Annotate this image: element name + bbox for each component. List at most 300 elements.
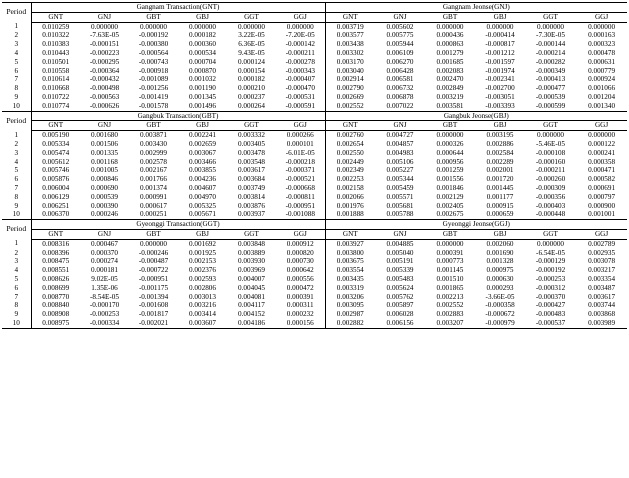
value-cell: -0.000564 <box>138 48 169 57</box>
value-cell: 0.003581 <box>425 102 475 111</box>
value-cell: 0.000000 <box>189 22 216 31</box>
value-cell: 0.003078 <box>588 257 616 266</box>
right-block-title: Gyeonggi Jeonse(GGJ) <box>325 220 627 230</box>
value-cell: -0.001608 <box>138 301 169 310</box>
value-cell: -5.46E-05 <box>536 139 565 148</box>
table-row <box>2 239 627 248</box>
value-cell: 0.000000 <box>486 22 514 31</box>
value-cell: -0.001597 <box>485 57 515 66</box>
value-cell: 0.000274 <box>91 257 118 266</box>
column-header: GBJ <box>475 229 525 239</box>
value-cell: 0.001005 <box>91 166 118 175</box>
value-cell: -0.000407 <box>285 75 315 84</box>
value-cell: 0.003930 <box>238 257 265 266</box>
period-cell: 10 <box>2 102 31 111</box>
column-header: GBJ <box>178 229 227 239</box>
value-cell: -0.000218 <box>285 157 315 166</box>
column-header: GGJ <box>276 121 325 131</box>
value-cell: 0.003332 <box>238 131 265 140</box>
column-header: GGJ <box>576 229 627 239</box>
value-cell: 0.000539 <box>91 192 118 201</box>
value-cell: 0.002675 <box>425 210 475 219</box>
value-cell: -0.000358 <box>485 301 515 310</box>
value-cell: 0.008551 <box>42 266 70 275</box>
value-cell: -0.000979 <box>475 319 525 328</box>
value-cell: 0.000630 <box>486 274 514 283</box>
value-cell: 0.000000 <box>286 22 314 31</box>
value-cell: 0.001506 <box>91 139 118 148</box>
column-header: GBT <box>129 121 178 131</box>
value-cell: 0.001001 <box>576 210 627 219</box>
value-cell: 0.001976 <box>325 202 375 211</box>
value-cell: 0.002886 <box>486 139 514 148</box>
value-cell: 0.000556 <box>286 274 314 283</box>
table-row <box>2 22 627 31</box>
value-cell: 0.000358 <box>588 157 616 166</box>
value-cell: 0.000797 <box>588 192 616 201</box>
left-block-title: Gangnam Transaction(GNT) <box>31 3 325 13</box>
period-cell: 4 <box>2 49 31 58</box>
value-cell: 0.002349 <box>325 166 375 175</box>
value-cell: -3.66E-05 <box>485 292 515 301</box>
value-cell: 0.003207 <box>425 319 475 328</box>
value-cell: 0.001177 <box>486 192 514 201</box>
value-cell: -0.000668 <box>285 183 315 192</box>
value-cell: 0.000900 <box>588 201 616 210</box>
value-cell: 0.004007 <box>238 274 265 283</box>
value-cell: 0.001556 <box>436 175 464 184</box>
value-cell: 0.000846 <box>91 175 118 184</box>
value-cell: 0.001690 <box>486 248 514 257</box>
value-cell: -0.001817 <box>138 310 169 319</box>
value-cell: -0.000951 <box>285 201 315 210</box>
value-cell: -0.000371 <box>285 166 315 175</box>
period-cell: 3 <box>2 257 31 266</box>
value-cell: 0.002578 <box>140 157 167 166</box>
value-cell: -0.000223 <box>89 48 120 57</box>
value-cell: -0.003051 <box>485 92 515 101</box>
value-cell: 0.000691 <box>588 183 616 192</box>
value-cell: 0.000154 <box>238 66 265 75</box>
block-title-row <box>2 220 627 230</box>
value-cell: 0.000241 <box>588 148 616 157</box>
column-header: GBT <box>425 12 475 22</box>
value-cell: 0.004983 <box>386 148 414 157</box>
value-cell: 0.000232 <box>286 310 314 319</box>
value-cell: 0.003969 <box>238 266 265 275</box>
value-cell: 0.007022 <box>375 102 425 111</box>
value-cell: -0.001212 <box>485 48 515 57</box>
value-cell: 0.006732 <box>386 84 414 93</box>
table-row <box>2 102 627 111</box>
value-cell: -0.000414 <box>485 31 515 40</box>
value-cell: -0.000160 <box>535 157 566 166</box>
period-cell: 3 <box>2 149 31 158</box>
value-cell: -0.000192 <box>138 31 169 40</box>
column-header: GNJ <box>375 121 425 131</box>
value-cell: 0.010722 <box>42 92 70 101</box>
value-cell: 0.008396 <box>42 248 70 257</box>
table-row <box>2 31 627 40</box>
value-cell: 0.002654 <box>325 140 375 149</box>
table-row <box>2 93 627 102</box>
value-cell: 0.002253 <box>325 175 375 184</box>
value-cell: 0.000991 <box>140 192 167 201</box>
value-cell: 0.002470 <box>436 75 464 84</box>
value-cell: 0.003889 <box>238 248 265 257</box>
value-cell: 0.006109 <box>386 48 414 57</box>
table-row <box>2 158 627 167</box>
value-cell: -0.000817 <box>485 40 515 49</box>
value-cell: 0.000391 <box>436 248 464 257</box>
value-cell: 0.006581 <box>386 75 414 84</box>
value-cell: -0.000309 <box>535 183 566 192</box>
value-cell: -0.000483 <box>535 310 566 319</box>
value-cell: 0.000000 <box>537 22 564 31</box>
value-cell: 0.000000 <box>588 22 616 31</box>
value-cell: -0.000312 <box>535 283 566 292</box>
period-header: Period <box>2 3 31 23</box>
column-header: GGJ <box>576 121 627 131</box>
value-cell: 0.001066 <box>588 84 616 93</box>
column-header: GGJ <box>576 12 627 22</box>
value-cell: 0.001328 <box>486 257 514 266</box>
value-cell: 0.006428 <box>386 66 414 75</box>
value-cell: -0.000722 <box>138 266 169 275</box>
value-cell: 0.000311 <box>286 301 314 310</box>
value-cell: 0.002593 <box>189 274 216 283</box>
value-cell: 0.002659 <box>189 139 216 148</box>
value-cell: 0.001204 <box>588 92 616 101</box>
column-header: GNJ <box>375 229 425 239</box>
value-cell: 0.005602 <box>386 22 414 31</box>
value-cell: 0.000124 <box>238 57 265 66</box>
value-cell: -7.63E-05 <box>90 31 119 40</box>
column-header: GNT <box>31 121 80 131</box>
value-cell: -0.000599 <box>525 102 576 111</box>
value-cell: -0.001175 <box>138 283 169 292</box>
value-cell: 0.000000 <box>436 239 464 248</box>
value-cell: -0.000343 <box>285 66 315 75</box>
value-cell: 0.001345 <box>189 92 216 101</box>
value-cell: -0.002341 <box>485 75 515 84</box>
value-cell: 0.006270 <box>386 57 414 66</box>
table-row <box>2 166 627 175</box>
value-cell: 0.000101 <box>286 139 314 148</box>
value-cell: -0.001088 <box>276 210 325 219</box>
column-header: GNJ <box>80 229 129 239</box>
value-cell: 0.008475 <box>42 257 70 266</box>
value-cell: 0.003216 <box>189 301 216 310</box>
value-cell: 0.005040 <box>386 248 414 257</box>
value-cell: 0.005474 <box>42 148 70 157</box>
period-cell: 10 <box>2 319 31 328</box>
value-cell: 0.003800 <box>325 249 375 258</box>
value-cell: 0.005762 <box>386 292 414 301</box>
value-cell: 0.000326 <box>436 139 464 148</box>
value-cell: 0.000534 <box>189 48 216 57</box>
value-cell: 0.002083 <box>436 66 464 75</box>
value-cell: 0.008626 <box>42 274 70 283</box>
column-header-row <box>2 121 627 131</box>
value-cell: -0.000487 <box>138 257 169 266</box>
value-cell: -0.003393 <box>475 102 525 111</box>
value-cell: -0.000108 <box>535 148 566 157</box>
value-cell: 0.003217 <box>588 266 616 275</box>
value-cell: 0.005325 <box>189 201 216 210</box>
period-cell: 3 <box>2 40 31 49</box>
value-cell: 0.010614 <box>42 75 70 84</box>
value-cell: -0.000811 <box>285 192 315 201</box>
value-cell: 0.000730 <box>286 257 314 266</box>
value-cell: -0.000521 <box>285 175 315 184</box>
value-cell: 0.001190 <box>189 84 216 93</box>
value-cell: 0.006129 <box>42 192 70 201</box>
value-cell: -0.000539 <box>535 92 566 101</box>
value-cell: -0.000470 <box>285 84 315 93</box>
value-cell: 0.000251 <box>129 210 178 219</box>
value-cell: 0.005788 <box>375 210 425 219</box>
table-row <box>2 249 627 258</box>
column-header: GGT <box>227 229 276 239</box>
column-header: GBJ <box>178 121 227 131</box>
value-cell: 0.000323 <box>588 40 616 49</box>
value-cell: 0.001445 <box>486 183 514 192</box>
table-row <box>2 175 627 184</box>
value-cell: 0.002882 <box>325 319 375 328</box>
value-cell: -0.000295 <box>89 57 120 66</box>
value-cell: 0.002158 <box>325 184 375 193</box>
value-cell: 0.003013 <box>189 292 216 301</box>
value-cell: 0.001846 <box>436 183 464 192</box>
value-cell: 0.000000 <box>140 239 167 248</box>
value-cell: 0.000924 <box>588 75 616 84</box>
value-cell: -6.01E-05 <box>285 148 315 157</box>
value-cell: 0.003195 <box>486 131 514 140</box>
value-cell: 0.002552 <box>325 102 375 111</box>
value-cell: 0.006028 <box>386 310 414 319</box>
period-cell: 10 <box>2 210 31 219</box>
value-cell: 0.000000 <box>537 239 564 248</box>
value-cell: 0.003466 <box>189 157 216 166</box>
value-cell: -0.000253 <box>89 310 120 319</box>
value-cell: 0.008699 <box>42 283 70 292</box>
table-row <box>2 149 627 158</box>
column-header: GGT <box>227 121 276 131</box>
value-cell: 0.002935 <box>588 248 616 257</box>
value-cell: 0.002987 <box>325 310 375 319</box>
value-cell: 0.000617 <box>140 201 167 210</box>
value-cell: 0.002789 <box>588 239 616 248</box>
value-cell: -0.000626 <box>80 102 129 111</box>
value-cell: 0.010668 <box>42 84 70 93</box>
value-cell: 0.000360 <box>189 40 216 49</box>
value-cell: 0.004152 <box>238 310 265 319</box>
value-cell: 0.000000 <box>588 131 616 140</box>
value-cell: -0.000403 <box>535 201 566 210</box>
value-cell: 0.008770 <box>42 292 70 301</box>
value-cell: 0.000122 <box>588 139 616 148</box>
value-cell: 0.000000 <box>436 22 464 31</box>
value-cell: 0.004607 <box>189 183 216 192</box>
period-cell: 7 <box>2 184 31 193</box>
value-cell: 0.003095 <box>325 301 375 310</box>
period-cell: 9 <box>2 93 31 102</box>
value-cell: 0.003414 <box>189 310 216 319</box>
value-cell: -0.000211 <box>285 48 315 57</box>
value-cell: -0.000918 <box>138 66 169 75</box>
value-cell: 0.004081 <box>238 292 265 301</box>
value-cell: 0.005944 <box>386 40 414 49</box>
value-cell: 0.003855 <box>189 166 216 175</box>
value-cell: 0.003868 <box>588 310 616 319</box>
value-cell: 0.001720 <box>486 175 514 184</box>
value-cell: 0.000863 <box>436 40 464 49</box>
value-cell: 0.005227 <box>386 166 414 175</box>
column-header: GNT <box>31 12 80 22</box>
value-cell: -0.000563 <box>89 92 120 101</box>
value-cell: 0.000237 <box>238 92 265 101</box>
value-cell: 0.005339 <box>386 266 414 275</box>
value-cell: 0.002584 <box>486 148 514 157</box>
value-cell: 0.000631 <box>588 57 616 66</box>
value-cell: 0.003554 <box>325 266 375 275</box>
value-cell: 0.000163 <box>588 31 616 40</box>
table-row <box>2 184 627 193</box>
value-cell: 0.001496 <box>178 102 227 111</box>
value-cell: 0.001279 <box>436 48 464 57</box>
value-cell: 0.008316 <box>42 239 70 248</box>
value-cell: 0.008840 <box>42 301 70 310</box>
table-row <box>2 310 627 319</box>
value-cell: 0.004885 <box>386 239 414 248</box>
value-cell: -7.20E-05 <box>285 31 315 40</box>
value-cell: 0.010443 <box>42 48 70 57</box>
value-cell: 0.002449 <box>325 158 375 167</box>
value-cell: 0.005459 <box>386 183 414 192</box>
value-cell: -0.000591 <box>276 102 325 111</box>
value-cell: 0.001340 <box>576 102 627 111</box>
value-cell: 0.003607 <box>178 319 227 328</box>
value-cell: 0.005191 <box>386 257 414 266</box>
column-header-row <box>2 229 627 239</box>
value-cell: 0.000478 <box>588 48 616 57</box>
value-cell: 0.002167 <box>140 166 167 175</box>
table-row <box>2 301 627 310</box>
value-cell: 0.003438 <box>325 40 375 49</box>
column-header: GBT <box>425 229 475 239</box>
block-title-row <box>2 3 627 13</box>
table-row <box>2 284 627 293</box>
value-cell: 0.003430 <box>140 139 167 148</box>
column-header: GGT <box>525 229 576 239</box>
value-cell: -0.000380 <box>138 40 169 49</box>
value-cell: -0.000334 <box>80 319 129 328</box>
value-cell: 0.002669 <box>325 93 375 102</box>
value-cell: 0.002153 <box>189 257 216 266</box>
value-cell: 0.000704 <box>189 57 216 66</box>
value-cell: -0.000356 <box>535 192 566 201</box>
period-cell: 2 <box>2 140 31 149</box>
value-cell: 0.004857 <box>386 139 414 148</box>
value-cell: 0.002376 <box>189 266 216 275</box>
period-cell: 4 <box>2 158 31 167</box>
value-cell: 0.000690 <box>91 183 118 192</box>
table-row <box>2 210 627 219</box>
period-cell: 4 <box>2 266 31 275</box>
value-cell: 0.001680 <box>91 131 118 140</box>
column-header: GBJ <box>475 121 525 131</box>
value-cell: -0.000537 <box>525 319 576 328</box>
period-cell: 1 <box>2 131 31 140</box>
period-cell: 7 <box>2 75 31 84</box>
value-cell: -0.000246 <box>138 248 169 257</box>
value-cell: 0.003876 <box>238 201 265 210</box>
value-cell: 0.006004 <box>42 183 70 192</box>
value-cell: 0.000000 <box>238 22 265 31</box>
value-cell: 0.001335 <box>91 148 118 157</box>
value-cell: -0.001089 <box>138 75 169 84</box>
value-cell: -0.000364 <box>89 66 120 75</box>
value-cell: 0.005106 <box>386 157 414 166</box>
value-cell: -8.54E-05 <box>90 292 119 301</box>
value-cell: 0.010558 <box>42 66 70 75</box>
value-cell: 0.008908 <box>42 310 70 319</box>
value-cell: -0.000144 <box>535 40 566 49</box>
value-cell: 0.000293 <box>486 283 514 292</box>
period-cell: 5 <box>2 58 31 67</box>
period-cell: 5 <box>2 166 31 175</box>
value-cell: 0.000000 <box>436 131 464 140</box>
value-cell: 0.004236 <box>189 175 216 184</box>
value-cell: 0.005681 <box>386 201 414 210</box>
value-cell: 0.000582 <box>588 175 616 184</box>
value-cell: -0.000531 <box>285 92 315 101</box>
value-cell: 0.000182 <box>238 75 265 84</box>
value-cell: 0.000246 <box>80 210 129 219</box>
column-header: GGJ <box>276 229 325 239</box>
value-cell: 0.000870 <box>189 66 216 75</box>
value-cell: 0.003744 <box>588 301 616 310</box>
column-header: GBT <box>129 12 178 22</box>
table-row <box>2 58 627 67</box>
block-title-row <box>2 111 627 121</box>
value-cell: 0.010322 <box>42 31 70 40</box>
value-cell: -0.000477 <box>535 84 566 93</box>
value-cell: 0.002129 <box>436 192 464 201</box>
value-cell: 0.003487 <box>588 283 616 292</box>
value-cell: 0.005624 <box>386 283 414 292</box>
column-header: GGT <box>227 12 276 22</box>
table-body <box>2 3 627 329</box>
value-cell: 0.003478 <box>238 148 265 157</box>
table-row <box>2 131 627 140</box>
value-cell: -0.002021 <box>129 319 178 328</box>
value-cell: 0.000472 <box>286 283 314 292</box>
value-cell: 0.000264 <box>227 102 276 111</box>
value-cell: -0.000432 <box>89 75 120 84</box>
value-cell: -0.000743 <box>138 57 169 66</box>
value-cell: 0.000773 <box>436 257 464 266</box>
value-cell: 1.35E-06 <box>91 283 118 292</box>
value-cell: 0.003617 <box>588 292 616 301</box>
value-cell: 0.001168 <box>91 157 118 166</box>
value-cell: 0.003354 <box>588 274 616 283</box>
value-cell: 0.003814 <box>238 192 265 201</box>
value-cell: 0.002066 <box>325 193 375 202</box>
value-cell: 0.003675 <box>325 257 375 266</box>
value-cell: 0.003405 <box>238 139 265 148</box>
